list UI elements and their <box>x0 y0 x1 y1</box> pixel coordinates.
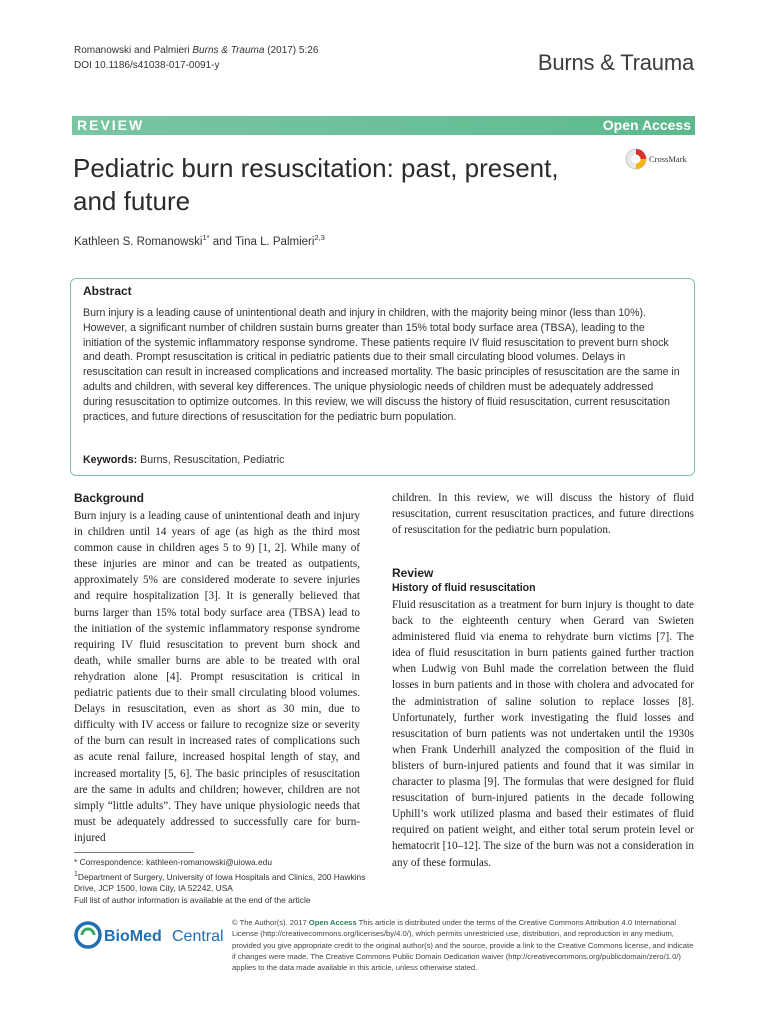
footnote <box>74 857 374 907</box>
affiliation <box>74 869 374 895</box>
footnote-divider <box>74 852 194 853</box>
affiliation-sup: 1 <box>74 870 78 878</box>
article-type-band <box>72 116 695 135</box>
background-continuation: children. In this review, we will discuss the history of fluid resuscitation, current resuscitation practices, and future directions of resuscitation for the pediatric burn population. <box>392 492 694 537</box>
license-body: This article is distributed under the terms of the Creative Commons Attribution 4.0 International License (http://creativecommons.org/licenses/by/4.0/), which permits unrestricted use, distribution, and reproduction in any medium, provided you give appropriate credit to the original author(s) and the source, provide a link to the Creative Commons license, and indicate if changes were made. The Creative Commons Public Domain Dedication waiver (http://creativecommons.org/publicdomain/zero/1.0/) applies to the data made available in this article, unless otherwise stated. <box>232 918 694 973</box>
logo-central: Central <box>172 928 224 945</box>
history-subheading: History of fluid resuscitation <box>392 582 536 594</box>
review-heading: Review <box>392 566 434 580</box>
crossmark-icon[interactable] <box>625 148 695 170</box>
review-text: Fluid resuscitation as a treatment for burn injury is thought to date back to the eighteenth century when Gerard van Swieten administered fluid via enema to rehydrate burn victims [7]. The idea of fluid resuscitation in burn patients gained further traction when Ludwig von Buhl made the correlation between the fluid losses in burn patients and in those with cholera and advocated for the administration of saline solution to replace losses [8]. Unfortunately, further work investigating the fluid losses and resuscitation of burn patients was not undertaken until the 1930s when Frank Underhill analyzed the composition of the fluid in blisters of burn-injured patients and found that it was similar in character to plasma [9]. The formulas that were designed for fluid resuscitation of burn-injured patients in the decade following Uphill’s work utilized plasma and based their estimates of fluid required on patient weight, and either total serum protein level or hematocrit [10–12]. The size of the burn was not a consideration in any of these formulas. <box>392 599 694 869</box>
biomed-central-logo[interactable] <box>74 918 224 952</box>
correspondence[interactable]: * Correspondence: kathleen-romanowski@uiowa.edu <box>74 857 272 867</box>
citation-authors: Romanowski and Palmieri <box>74 45 190 56</box>
author-affiliation-sup: 1* <box>202 233 210 242</box>
abstract-heading: Abstract <box>83 284 132 298</box>
license-open-access: Open Access <box>308 918 357 927</box>
affiliation-text: Department of Surgery, University of Iowa Hospitals and Clinics, 200 Hawkins Drive, JCP 1500, Iowa City, IA 52242, USA <box>74 871 366 894</box>
citation-journal: Burns & Trauma <box>192 45 265 56</box>
author-name: Kathleen S. Romanowski <box>74 235 203 248</box>
abstract-text: Burn injury is a leading cause of unintentional death and injury in children, with the majority being minor (less than 10%). However, a significant number of children sustain burns greater than 15% total body surface area (TBSA), leading to the initiation of the systemic inflammatory response syndrome. These patients require IV fluid resuscitation to prevent burn shock and death. Prompt resuscitation is critical in pediatric patients due to their small circulating blood volumes. Delays in resuscitation can result in increased complications and increased mortality. The basic principles of resuscitation are the same in adults and children, with several key differences. The unique physiologic needs of children must be adequately addressed during resuscitation to optimize outcomes. In this review, we will discuss the history of fluid resuscitation, current resuscitation practices, and future directions of resuscitation for the pediatric burn population. <box>83 307 680 423</box>
journal-logo: Burns & Trauma <box>537 50 694 75</box>
citation-header <box>74 43 318 73</box>
background-text: Burn injury is a leading cause of unintentional death and injury in children until 14 years of age (as high as the third most common cause in children ages 5 to 9) [1, 2]. While many of these injuries are minor and can be treated as outpatients, approximately 5% are considered moderate to severe injuries and require hospitalization [3]. It is generally believed that burns larger than 15% total body surface area (TBSA) lead to the initiation of the systemic inflammatory response syndrome requiring IV fluid resuscitation to prevent burn shock and death, while smaller burns are able to be treated with oral rehydration alone [4]. Prompt resuscitation is critical in pediatric patients due to their small circulating blood volumes. Delays in resuscitation, even as short as 30 min, due to difficulty with IV access or failure to recognize size or severity of the burn can result in increased rates of complications such as acute renal failure, increased hospital length of stay, and increased mortality [5, 6]. The basic principles of resuscitation are the same in adults and children; however, children are not simply “little adults”. They have unique physiologic needs that must be adequately addressed to successfully care for burn-injured <box>74 510 360 844</box>
copyright: © The Author(s). 2017 <box>232 918 309 927</box>
background-heading: Background <box>74 491 145 505</box>
keywords-value: Burns, Resuscitation, Pediatric <box>140 454 285 466</box>
citation-volume: (2017) 5:26 <box>267 45 319 56</box>
doi[interactable]: DOI 10.1186/s41038-017-0091-y <box>74 60 220 71</box>
keywords <box>83 454 284 466</box>
keywords-label: Keywords: <box>83 454 138 466</box>
full-author-info-note: Full list of author information is available at the end of the article <box>74 895 311 906</box>
logo-biomed: BioMed <box>104 928 162 945</box>
author-list <box>74 233 325 248</box>
author-affiliation-sup: 2,3 <box>314 233 325 242</box>
author-separator: and <box>209 235 235 248</box>
article-title: Pediatric burn resuscitation: past, present, and future <box>73 153 559 216</box>
open-access-label: Open Access <box>602 117 691 133</box>
crossmark-label: CrossMark <box>649 154 687 164</box>
article-type-label: REVIEW <box>77 117 145 133</box>
author-name: Tina L. Palmieri <box>234 235 315 248</box>
license-text <box>232 917 694 973</box>
